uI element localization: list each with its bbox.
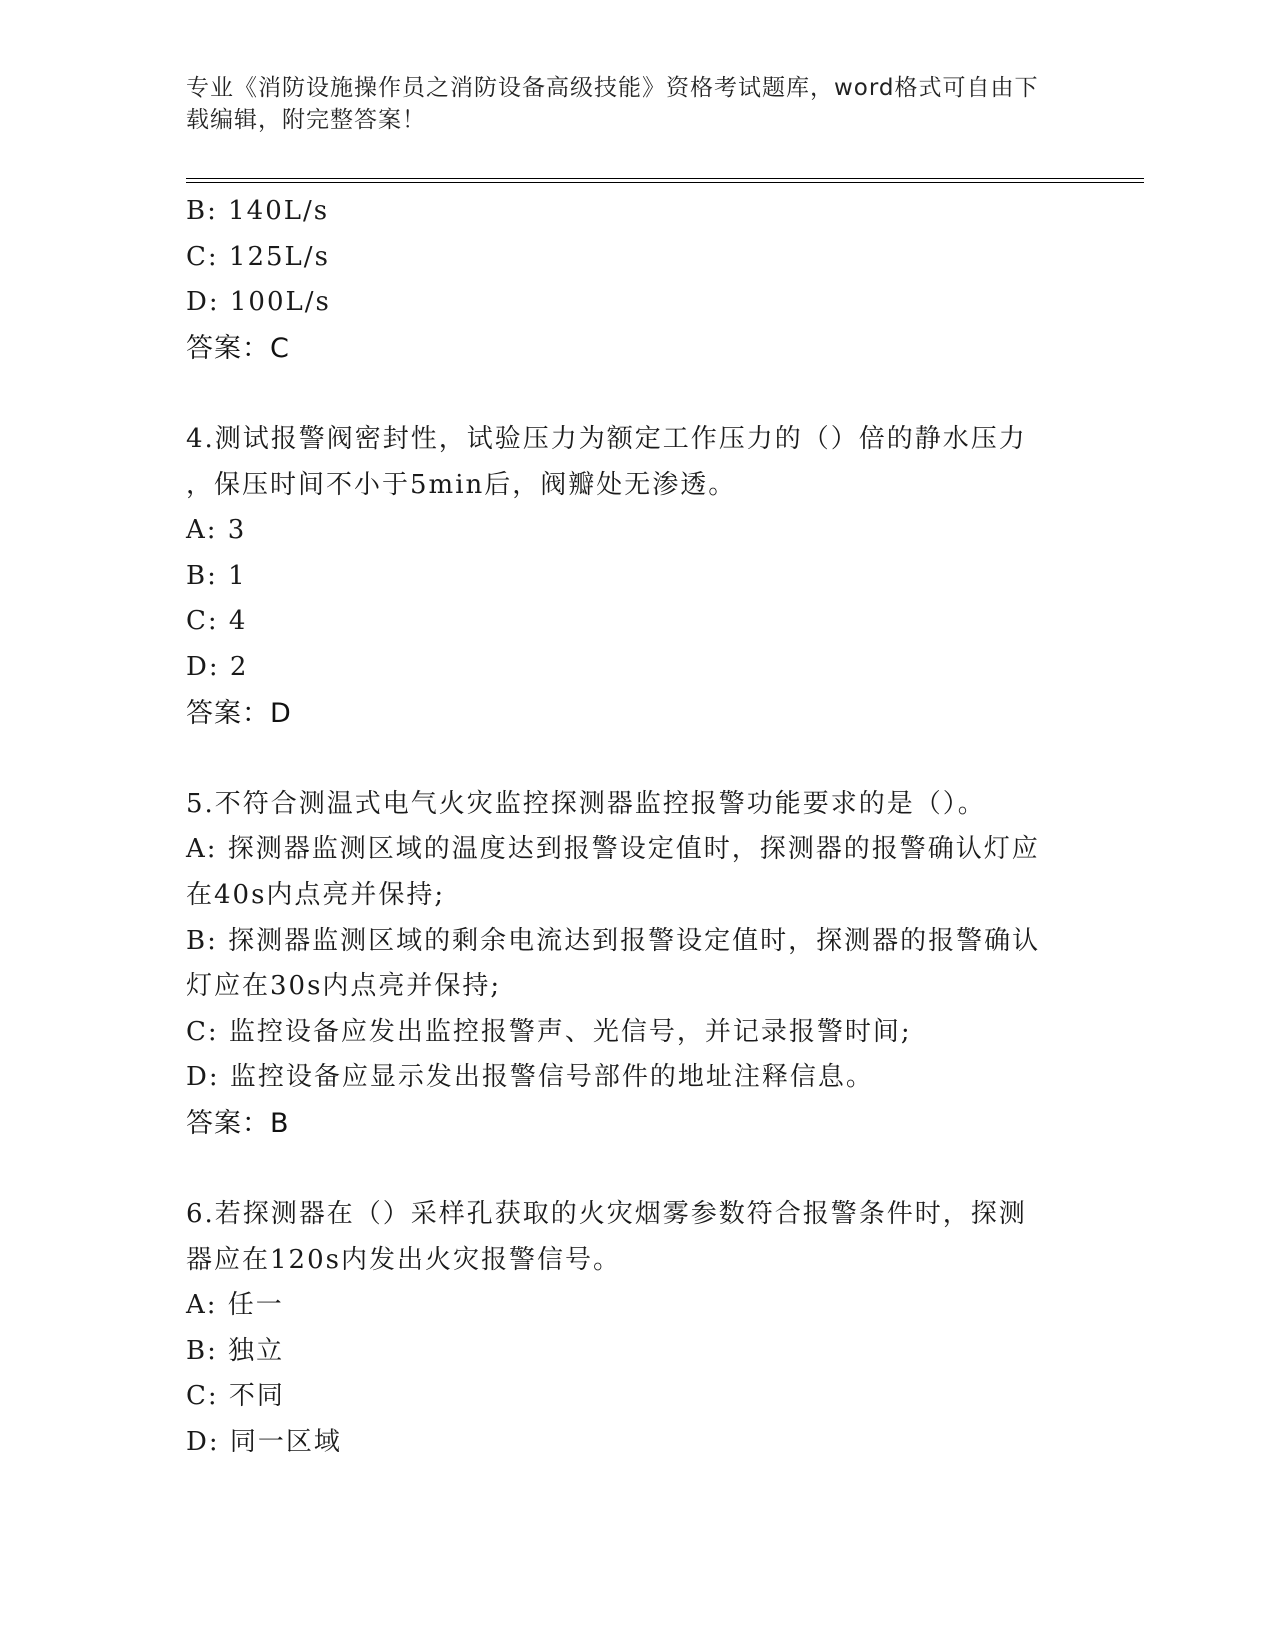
- spacer: [186, 736, 1086, 782]
- question-3-continued: [186, 189, 1086, 371]
- option-b-line-2: 灯应在30s内点亮并保持;: [186, 971, 502, 1002]
- option-c: C: 监控设备应发出监控报警声、光信号，并记录报警时间;: [186, 1016, 912, 1047]
- question-stem-line-1: 4.测试报警阀密封性，试验压力为额定工作压力的（）倍的静水压力: [186, 423, 1027, 454]
- option-d: D: 同一区域: [186, 1427, 342, 1458]
- question-stem-line-1: 6.若探测器在（）采样孔获取的火灾烟雾参数符合报警条件时，探测: [186, 1199, 1027, 1230]
- question-4: [186, 417, 1086, 736]
- option-d: D: 2: [186, 651, 249, 682]
- document-body: [186, 189, 1086, 1466]
- option-a: A: 任一: [186, 1290, 284, 1321]
- option-b: B: 独立: [186, 1335, 285, 1366]
- option-a-line-2: 在40s内点亮并保持;: [186, 879, 446, 910]
- spacer: [186, 371, 1086, 417]
- question-5: [186, 782, 1086, 1147]
- header-line-2: 载编辑，附完整答案！: [186, 107, 426, 133]
- option-b: B: 1: [186, 560, 247, 591]
- option-c: C: 不同: [186, 1381, 285, 1412]
- header-line-1: 专业《消防设施操作员之消防设备高级技能》资格考试题库，word格式可自由下: [186, 75, 1039, 101]
- option-c: C: 125L/s: [186, 241, 330, 272]
- document-header: [186, 72, 1066, 136]
- option-a-line-1: A: 探测器监测区域的温度达到报警设定值时，探测器的报警确认灯应: [186, 834, 1040, 865]
- question-stem-line-1: 5.不符合测温式电气火灾监控探测器监控报警功能要求的是（）。: [186, 788, 986, 819]
- question-stem-line-2: 器应在120s内发出火灾报警信号。: [186, 1244, 621, 1275]
- header-divider-bottom: [186, 182, 1144, 183]
- spacer: [186, 1146, 1086, 1192]
- question-6: [186, 1192, 1086, 1466]
- option-b: B: 140L/s: [186, 196, 330, 226]
- option-d: D: 监控设备应显示发出报警信号部件的地址注释信息。: [186, 1062, 874, 1093]
- option-d: D: 100L/s: [186, 287, 331, 318]
- answer-label: 答案：D: [186, 697, 292, 729]
- header-divider-top: [186, 178, 1144, 179]
- option-a: A: 3: [186, 515, 247, 546]
- answer-label: 答案：B: [186, 1107, 290, 1139]
- option-c: C: 4: [186, 606, 248, 637]
- answer-label: 答案：C: [186, 332, 290, 364]
- option-b-line-1: B: 探测器监测区域的剩余电流达到报警设定值时，探测器的报警确认: [186, 925, 1041, 956]
- question-stem-line-2: ，保压时间不小于5min后，阀瓣处无渗透。: [186, 469, 737, 500]
